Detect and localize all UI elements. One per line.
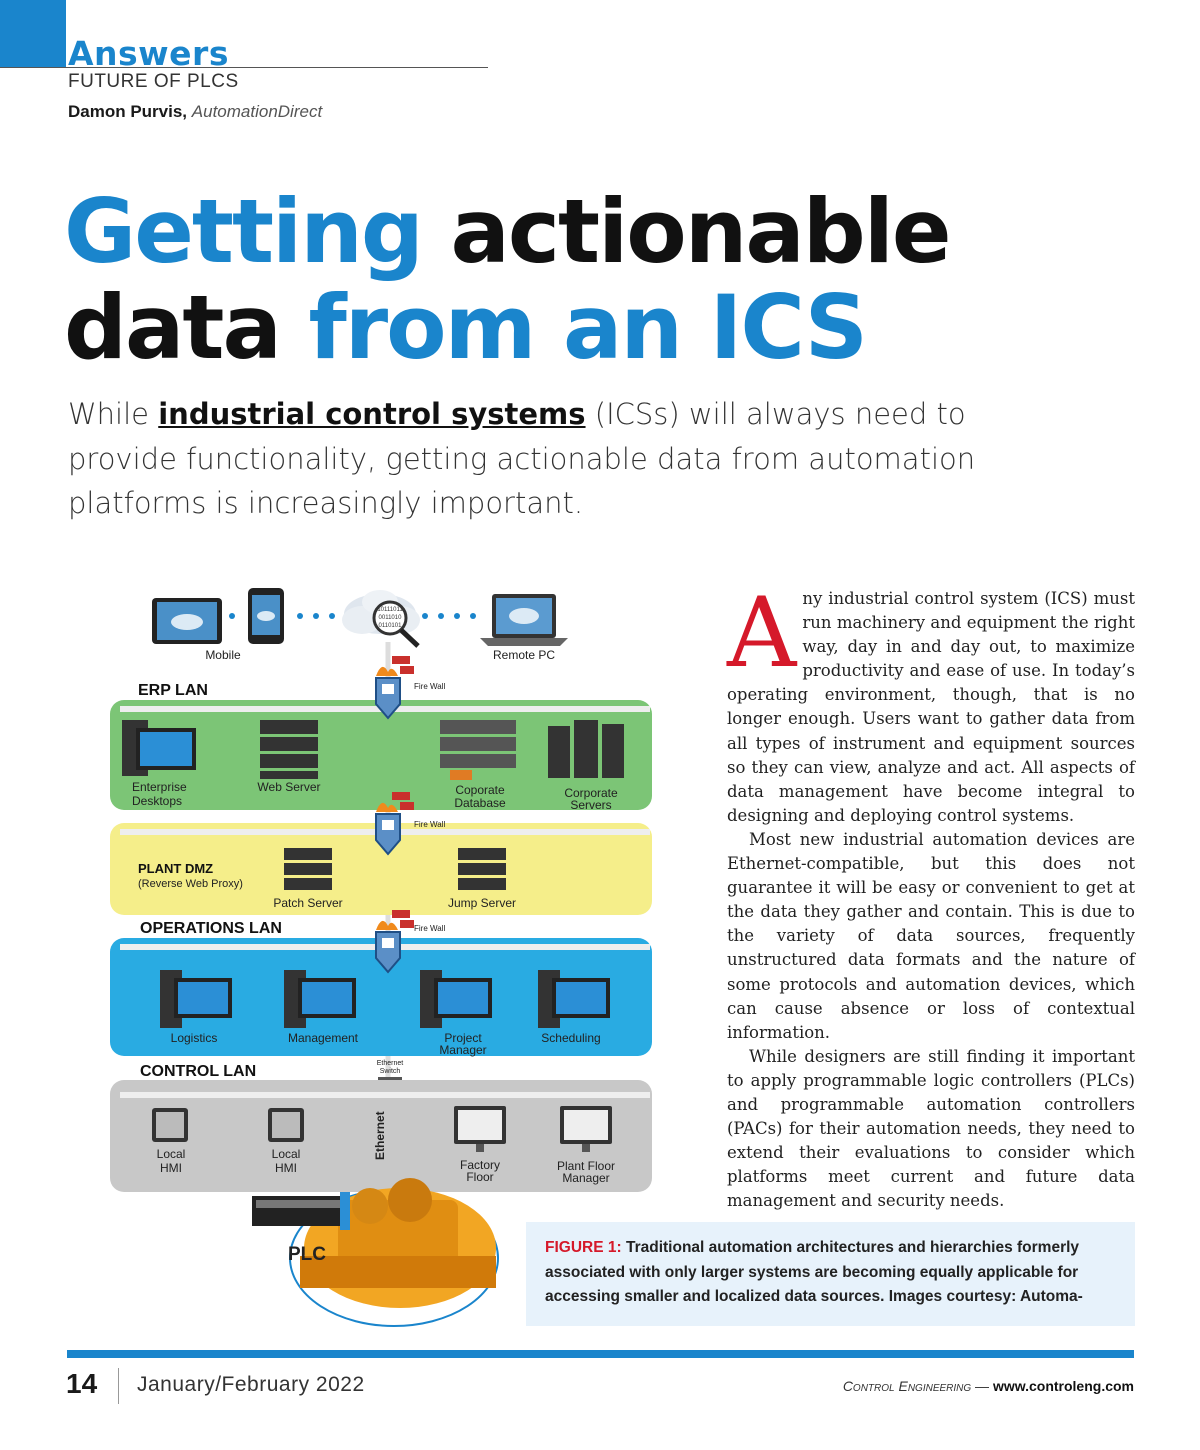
label-patch-server: Patch Server <box>273 896 343 910</box>
section-corner-block <box>0 0 66 68</box>
label-database-2: Database <box>454 796 506 810</box>
tablet-icon <box>152 598 222 644</box>
issue-date: January/February 2022 <box>137 1373 365 1396</box>
binary-line-2: 0011010 <box>378 615 402 621</box>
label-enterprise-1: Enterprise <box>132 780 187 794</box>
label-firewall-1: Fire Wall <box>414 682 446 691</box>
label-firewall-3: Fire Wall <box>414 924 446 933</box>
label-ethernet-switch-2: Switch <box>379 1068 401 1075</box>
label-project-manager-2: Manager <box>439 1043 487 1057</box>
deck-keyword-link[interactable]: industrial control systems <box>158 397 586 431</box>
paragraph-1 <box>727 577 1135 828</box>
binary-line-1: 10111011 <box>377 607 403 613</box>
figure-caption <box>545 1236 1120 1310</box>
control-lan-bus <box>120 1092 650 1098</box>
headline-part-1: Getting <box>64 180 422 283</box>
plc-module-icon <box>252 1192 350 1230</box>
deck <box>68 392 1068 526</box>
subsection-title: FUTURE OF PLCS <box>68 71 239 92</box>
enterprise-desktop-icon <box>122 720 196 776</box>
headline-part-3: data <box>64 276 280 379</box>
label-corp-servers-2: Servers <box>570 798 612 812</box>
headline-part-4: from an ICS <box>279 276 866 379</box>
label-reverse-proxy: (Reverse Web Proxy) <box>138 878 243 890</box>
label-plc: PLC <box>288 1244 326 1265</box>
caption-label: FIGURE 1: <box>545 1239 622 1256</box>
footer-rule <box>67 1350 1134 1358</box>
phone-icon <box>248 588 284 644</box>
corporate-servers-icon <box>548 720 624 778</box>
author-name: Damon Purvis, <box>68 102 188 121</box>
label-jump-server: Jump Server <box>447 896 517 910</box>
label-logistics: Logistics <box>170 1031 218 1045</box>
magazine-title: Control Engineering <box>842 1378 972 1394</box>
label-control-lan: CONTROL LAN <box>140 1063 257 1080</box>
label-remote-pc: Remote PC <box>492 648 556 662</box>
label-local-hmi-2a: Local <box>271 1147 301 1161</box>
label-enterprise-2: Desktops <box>132 794 183 808</box>
label-scheduling: Scheduling <box>541 1031 601 1045</box>
label-ethernet-switch-1: Ethernet <box>376 1060 404 1067</box>
page-number: 14 <box>66 1368 98 1399</box>
headline <box>64 180 1164 379</box>
binary-line-3: 0110101 <box>378 623 402 629</box>
magazine-url-link[interactable]: www.controleng.com <box>992 1378 1134 1394</box>
drop-cap: A <box>727 577 797 689</box>
patch-server-icon <box>284 848 332 890</box>
label-plant-dmz: PLANT DMZ <box>138 861 214 876</box>
label-local-hmi-1b: HMI <box>160 1161 182 1175</box>
paragraph-1-text: ny industrial control system (ICS) must run machinery and equipment the right way, day in and day out, to maximize productivity and ease of use. In today’s operating environment, though, that is no longer enough. Users want to gather data from all types of instrument and equipment sources so they can view, analyze and act. All aspects of data management have become integral to designing and deploying control systems. <box>727 589 1135 825</box>
local-hmi-icon-2 <box>268 1108 304 1142</box>
magazine-dash: — <box>971 1378 993 1394</box>
local-hmi-icon-1 <box>152 1108 188 1142</box>
laptop-icon <box>480 594 568 646</box>
label-local-hmi-1a: Local <box>156 1147 186 1161</box>
label-local-hmi-2b: HMI <box>275 1161 297 1175</box>
label-mobile: Mobile <box>205 648 241 662</box>
label-plant-floor-1: Plant Floor <box>556 1159 616 1173</box>
byline <box>68 102 322 122</box>
label-management: Management <box>287 1031 359 1045</box>
caption-text: Traditional automation architectures and hierarchies formerly associated with only larger systems are becoming equally applicable for accessing smaller and localized data sources. Images courtesy: Automa- <box>545 1239 1083 1306</box>
label-project-manager-1: Project <box>444 1031 482 1045</box>
paragraph-2: Most new industrial automation devices are Ethernet-compatible, but this does not guarantee it will be easy or convenient to get at the data they gather and contain. This is due to the variety of data sources, frequently unstructured data formats and the nature of some protocols and automation devices, which can cause absence or loss of contextual information. <box>727 829 1135 1042</box>
magazine-credit <box>843 1378 1134 1394</box>
label-firewall-2: Fire Wall <box>414 820 446 829</box>
label-factory-floor-2: Floor <box>466 1170 494 1184</box>
author-org: AutomationDirect <box>191 102 323 121</box>
label-operations-lan: OPERATIONS LAN <box>140 920 282 937</box>
label-database-1: Coporate <box>455 783 505 797</box>
article-body <box>727 577 1135 1213</box>
label-erp-lan: ERP LAN <box>138 682 208 699</box>
paragraph-3: While designers are still finding it important to apply programmable logic controllers (PLCs) and programmable automation controllers (PACs) for their automation needs, they need to extend their evaluations to consider which platforms meet current and future data management and security needs. <box>727 1046 1135 1211</box>
label-factory-floor-1: Factory <box>459 1158 501 1172</box>
deck-after: (ICSs) will always need to provide functionality, getting actionable data from automation platforms is increasingly important. <box>68 397 976 520</box>
label-web-server: Web Server <box>257 780 321 794</box>
jump-server-icon <box>458 848 506 890</box>
label-corp-servers-1: Corporate <box>564 786 618 800</box>
section-title: Answers <box>68 34 229 73</box>
label-ethernet: Ethernet <box>373 1111 387 1160</box>
headline-part-2: actionable <box>421 180 950 283</box>
deck-before: While <box>68 397 159 431</box>
label-plant-floor-2: Manager <box>562 1171 610 1185</box>
footer-separator <box>118 1368 119 1404</box>
